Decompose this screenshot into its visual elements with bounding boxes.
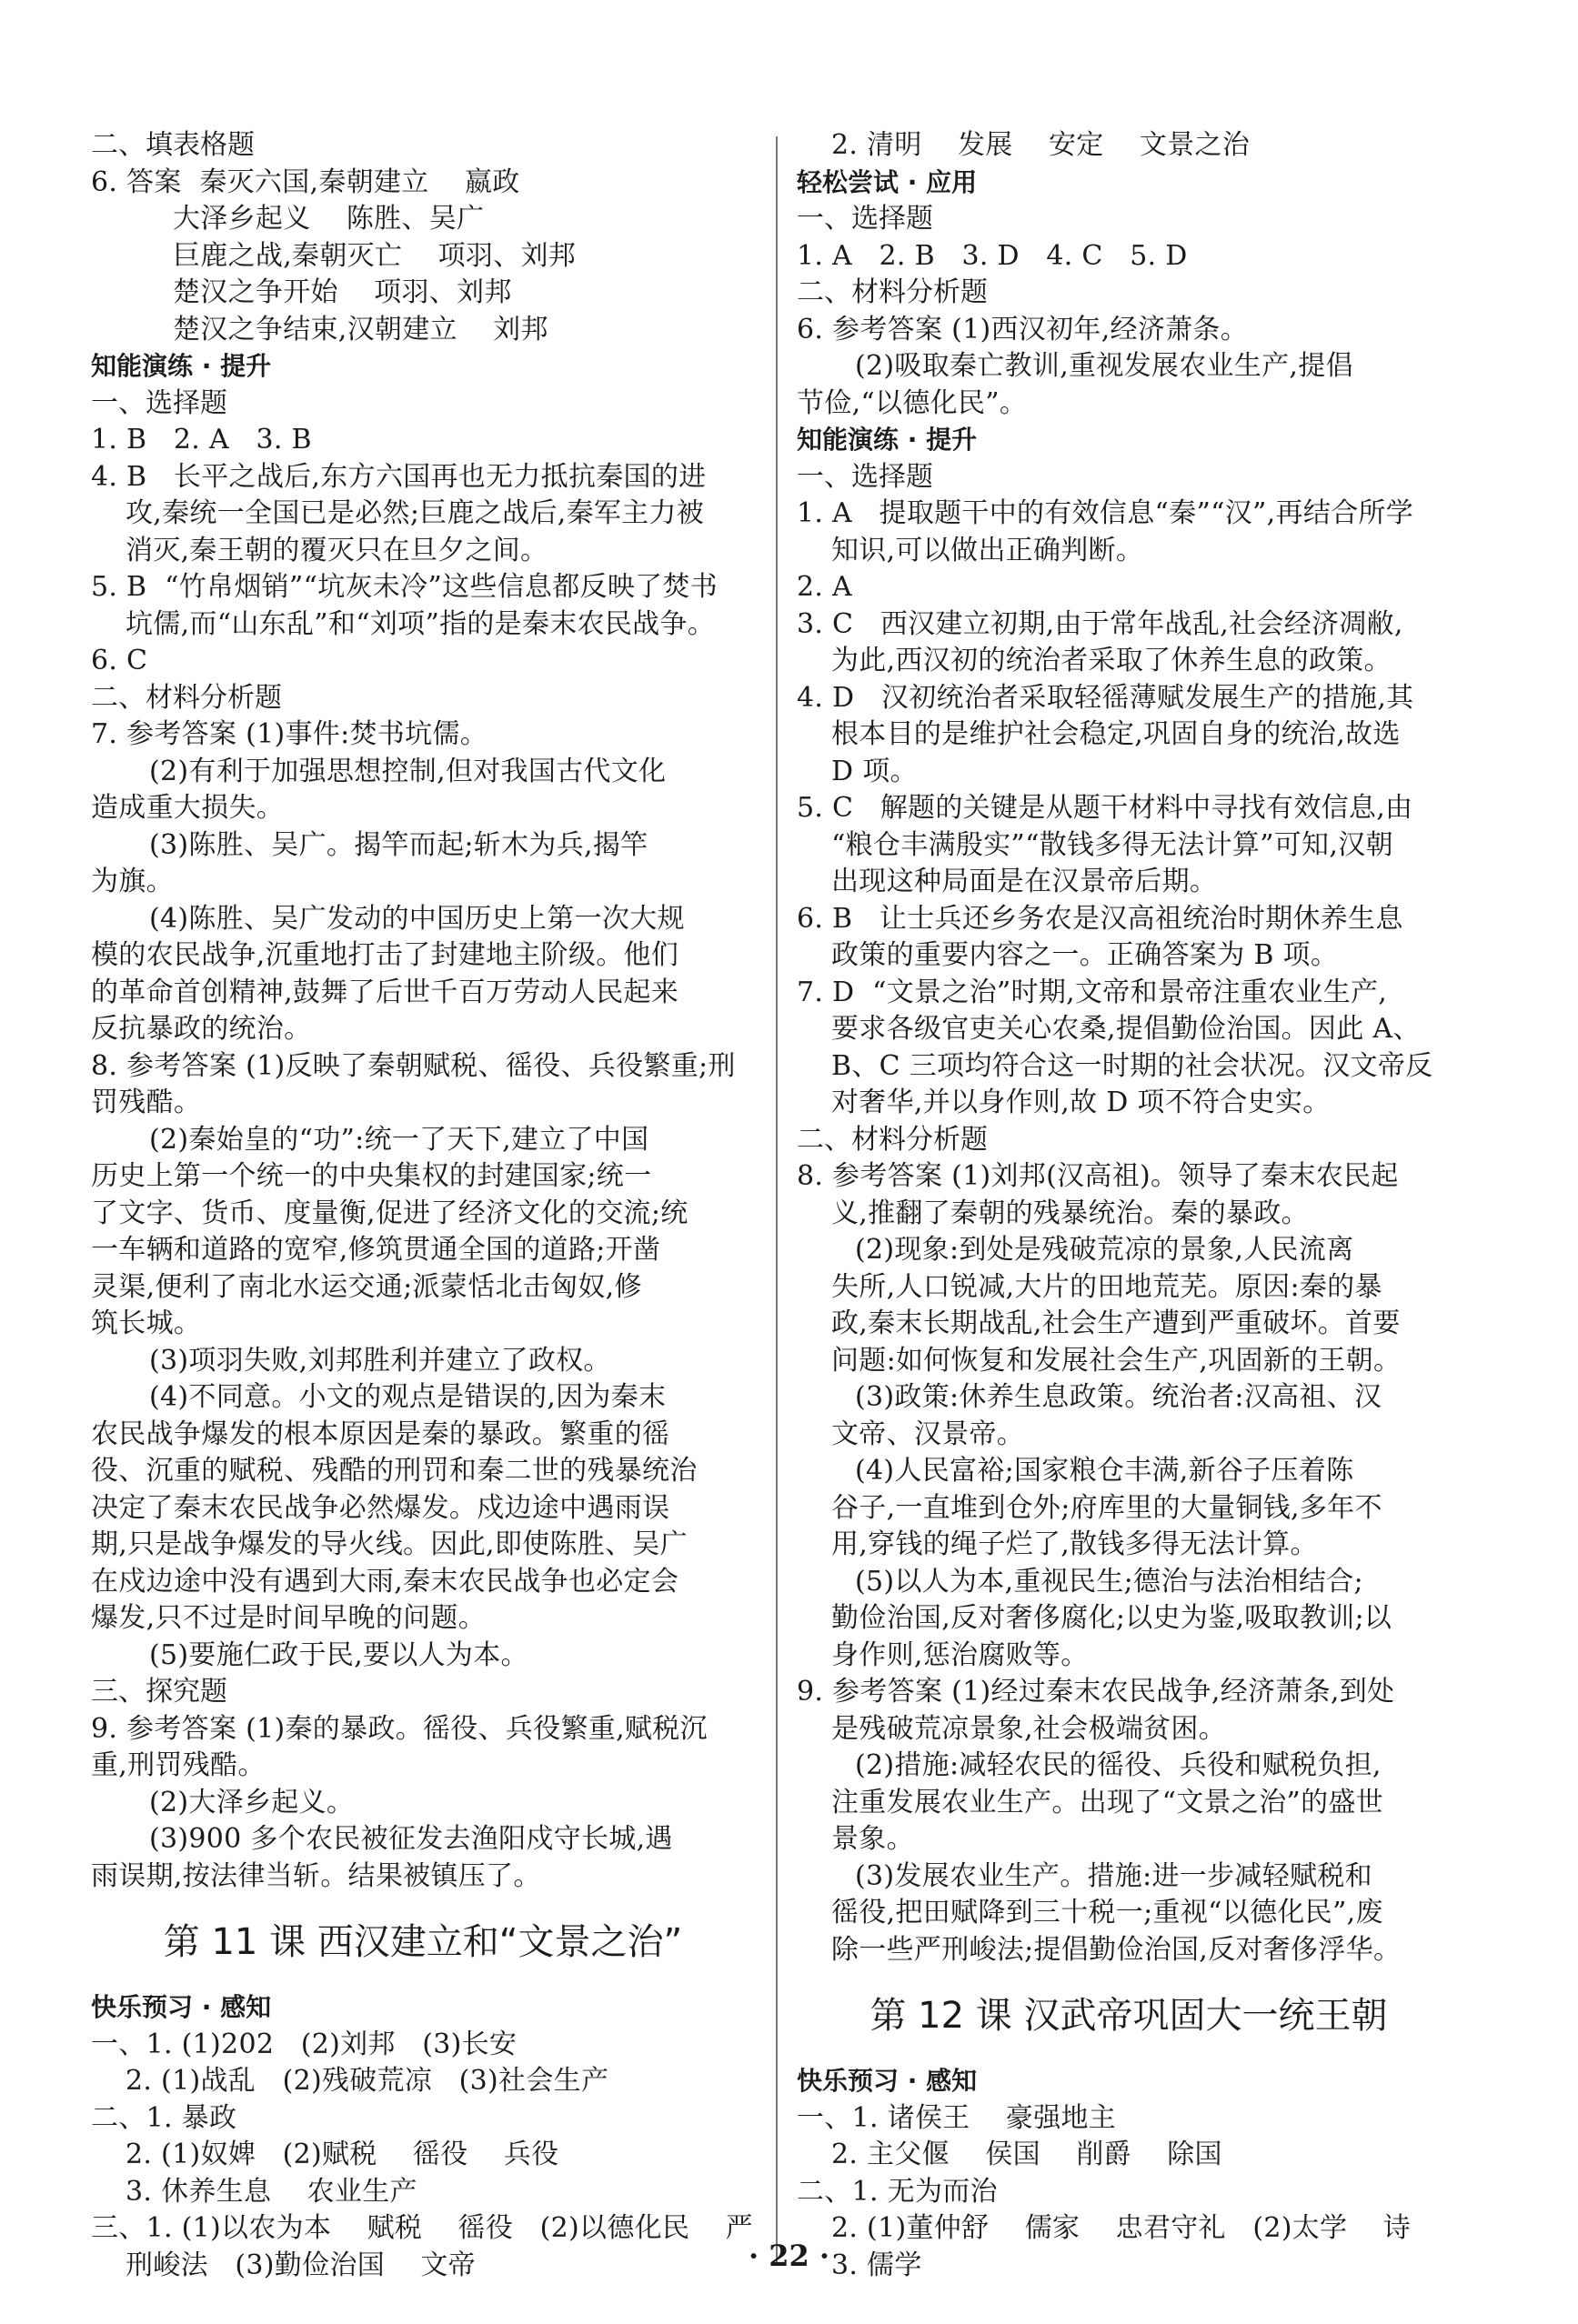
text-line: 役、沉重的赋税、残酷的刑罚和秦二世的残暴统治 xyxy=(91,1455,698,1487)
column-divider xyxy=(776,136,778,2264)
text-line: 身作则,惩治腐败等。 xyxy=(831,1638,1089,1671)
text-line: 农民战争爆发的根本原因是秦的暴政。繁重的徭 xyxy=(91,1417,670,1450)
subsection-heading: 二、填表格题 xyxy=(91,129,255,161)
text-line: 坑儒,而“山东乱”和“刘项”指的是秦末农民战争。 xyxy=(126,607,716,640)
text-line: (4)人民富裕;国家粮仓丰满,新谷子压着陈 xyxy=(855,1455,1354,1487)
text-line: 消灭,秦王朝的覆灭只在旦夕之间。 xyxy=(126,534,548,566)
text-line: 6. 参考答案 (1)西汉初年,经济萧条。 xyxy=(797,313,1249,346)
text-line: 用,穿钱的绳子烂了,散钱多得无法计算。 xyxy=(831,1528,1318,1560)
text-line: 出现这种局面是在汉景帝后期。 xyxy=(831,866,1218,897)
text-line: 筑长城。 xyxy=(91,1307,202,1339)
text-line: 为此,西汉初的统治者采取了休养生息的政策。 xyxy=(831,645,1392,676)
subsection-heading: 一、选择题 xyxy=(91,386,227,419)
text-line: (2)措施:减轻农民的徭役、兵役和赋税负担, xyxy=(855,1749,1382,1781)
text-line: (3)项羽失败,刘邦胜利并建立了政权。 xyxy=(149,1344,611,1377)
text-line: 4. D 汉初统治者采取轻徭薄赋发展生产的措施,其 xyxy=(797,681,1414,714)
text-line: 2. A xyxy=(797,571,853,603)
text-line: 9. 参考答案 (1)经过秦末农民战争,经济萧条,到处 xyxy=(797,1676,1395,1708)
text-line: 8. 参考答案 (1)刘邦(汉高祖)。领导了秦末农民起 xyxy=(797,1160,1399,1192)
section-heading: 快乐预习 · 感知 xyxy=(91,1992,272,2022)
text-line: 造成重大损失。 xyxy=(91,792,285,824)
text-line: 巨鹿之战,秦朝灭亡 项羽、刘邦 xyxy=(173,239,577,272)
text-line: 知识,可以做出正确判断。 xyxy=(831,534,1144,566)
text-line: (2)吸取秦亡教训,重视发展农业生产,提倡 xyxy=(855,350,1353,382)
text-line: (2)现象:到处是残破荒凉的景象,人民流离 xyxy=(855,1234,1354,1266)
text-line: (4)不同意。小文的观点是错误的,因为秦末 xyxy=(149,1381,667,1413)
text-line: 1. A 提取题干中的有效信息“秦”“汉”,再结合所学 xyxy=(797,497,1414,529)
text-line: 3. 休养生息 农业生产 xyxy=(126,2175,417,2208)
lesson-title: 第 11 课 西汉建立和“文景之治” xyxy=(163,1921,683,1963)
text-line: 2. 主父偃 侯国 削爵 除国 xyxy=(831,2139,1222,2170)
text-line: (2)秦始皇的“功”:统一了天下,建立了中国 xyxy=(149,1123,649,1156)
text-line: 谷子,一直堆到仓外;府库里的大量铜钱,多年不 xyxy=(831,1491,1382,1524)
text-line: 期,只是战争爆发的导火线。因此,即使陈胜、吴广 xyxy=(91,1528,688,1560)
text-line: 灵渠,便利了南北水运交通;派蒙恬北击匈奴,修 xyxy=(91,1270,642,1303)
text-line: 9. 参考答案 (1)秦的暴政。徭役、兵役繁重,赋税沉 xyxy=(91,1712,708,1745)
section-heading: 快乐预习 · 感知 xyxy=(797,2066,978,2096)
text-line: 景象。 xyxy=(831,1823,914,1855)
text-line: 5. B “竹帛烟销”“坑灰未冷”这些信息都反映了焚书 xyxy=(91,571,719,603)
text-line: 模的农民战争,沉重地打击了封建地主阶级。他们 xyxy=(91,939,679,971)
text-line: 6. B 让士兵还乡务农是汉高祖统治时期休养生息 xyxy=(797,902,1403,935)
text-line: 二、1. 无为而治 xyxy=(797,2175,998,2208)
text-line: 刑峻法 (3)勤俭治国 文帝 xyxy=(126,2249,476,2281)
text-line: 历史上第一个统一的中央集权的封建国家;统一 xyxy=(91,1160,652,1192)
text-line: 6. C xyxy=(91,645,148,676)
text-line: 3. 儒学 xyxy=(831,2249,922,2281)
text-line: 除一些严刑峻法;提倡勤俭治国,反对奢侈浮华。 xyxy=(831,1933,1402,1966)
text-line: 政,秦末长期战乱,社会生产遭到严重破坏。首要 xyxy=(831,1307,1401,1339)
text-line: 政策的重要内容之一。正确答案为 B 项。 xyxy=(831,939,1339,971)
text-line: 2. (1)奴婢 (2)赋税 徭役 兵役 xyxy=(126,2139,559,2170)
text-line: 文帝、汉景帝。 xyxy=(831,1417,1025,1450)
text-line: “粮仓丰满殷实”“散钱多得无法计算”可知,汉朝 xyxy=(831,828,1393,861)
text-line: 了文字、货币、度量衡,促进了经济文化的交流;统 xyxy=(91,1197,688,1229)
right-column xyxy=(797,127,1461,2284)
subsection-heading: 二、材料分析题 xyxy=(91,681,282,714)
text-line: 一、1. (1)202 (2)刘邦 (3)长安 xyxy=(91,2028,518,2060)
text-line: 一、1. 诸侯王 豪强地主 xyxy=(797,2101,1117,2134)
text-line: 楚汉之争开始 项羽、刘邦 xyxy=(173,276,512,308)
text-line: 根本目的是维护社会稳定,巩固自身的统治,故选 xyxy=(831,718,1401,750)
text-line: 决定了秦末农民战争必然爆发。戍边途中遇雨误 xyxy=(91,1491,670,1524)
text-line: 5. C 解题的关键是从题干材料中寻找有效信息,由 xyxy=(797,792,1413,824)
subsection-heading: 二、材料分析题 xyxy=(797,276,988,308)
text-line: 注重发展农业生产。出现了“文景之治”的盛世 xyxy=(831,1786,1383,1818)
text-line: (4)陈胜、吴广发动的中国历史上第一次大规 xyxy=(149,902,685,935)
text-line: (3)政策:休养生息政策。统治者:汉高祖、汉 xyxy=(855,1381,1382,1413)
text-line: 7. D “文景之治”时期,文帝和景帝注重农业生产, xyxy=(797,976,1388,1008)
text-line: 问题:如何恢复和发展社会生产,巩固新的王朝。 xyxy=(831,1344,1402,1377)
text-line: 对奢华,并以身作则,故 D 项不符合史实。 xyxy=(831,1087,1331,1118)
section-heading: 轻松尝试 · 应用 xyxy=(797,166,978,197)
text-line: (3)陈胜、吴广。揭竿而起;斩木为兵,揭竿 xyxy=(149,828,648,861)
text-line: 失所,人口锐减,大片的田地荒芜。原因:秦的暴 xyxy=(831,1270,1382,1303)
text-line: (5)以人为本,重视民生;德治与法治相结合; xyxy=(855,1565,1363,1598)
text-line: B、C 三项均符合这一时期的社会状况。汉文帝反 xyxy=(831,1049,1433,1082)
subsection-heading: 一、选择题 xyxy=(797,460,933,493)
text-line: 三、1. (1)以农为本 赋税 徭役 (2)以德化民 严 xyxy=(91,2212,753,2244)
text-line: 反抗暴政的统治。 xyxy=(91,1013,312,1045)
text-line: 7. 参考答案 (1)事件:焚书坑儒。 xyxy=(91,718,487,750)
text-line: 节俭,“以德化民”。 xyxy=(797,386,1028,419)
text-line: (2)大泽乡起义。 xyxy=(149,1786,355,1818)
text-line: 2. (1)董仲舒 儒家 忠君守礼 (2)太学 诗 xyxy=(831,2212,1411,2244)
text-line: 大泽乡起义 陈胜、吴广 xyxy=(173,203,485,235)
subsection-heading: 三、探究题 xyxy=(91,1676,227,1708)
text-line: 是残破荒凉景象,社会极端贫困。 xyxy=(831,1712,1227,1745)
page-number: · 22 · xyxy=(748,2239,830,2273)
text-line: 的革命首创精神,鼓舞了后世千百万劳动人民起来 xyxy=(91,976,679,1008)
text-line: 重,刑罚残酷。 xyxy=(91,1749,266,1781)
text-line: 2. 清明 发展 安定 文景之治 xyxy=(831,129,1251,161)
text-line: 二、1. 暴政 xyxy=(91,2101,237,2134)
text-line: 勤俭治国,反对奢侈腐化;以史为鉴,吸取教训;以 xyxy=(831,1602,1392,1634)
subsection-heading: 一、选择题 xyxy=(797,203,933,235)
text-line: 在戍边途中没有遇到大雨,秦末农民战争也必定会 xyxy=(91,1565,679,1598)
text-line: 雨误期,按法律当斩。结果被镇压了。 xyxy=(91,1859,541,1892)
text-line: (2)有利于加强思想控制,但对我国古代文化 xyxy=(149,755,667,787)
text-line: 4. B 长平之战后,东方六国再也无力抵抗秦国的进 xyxy=(91,460,707,493)
text-line: 罚残酷。 xyxy=(91,1087,202,1118)
text-line: 3. C 西汉建立初期,由于常年战乱,社会经济凋敝, xyxy=(797,607,1403,640)
section-heading: 知能演练 · 提升 xyxy=(91,351,272,381)
text-line: 徭役,把田赋降到三十税一;重视“以德化民”,废 xyxy=(831,1897,1383,1928)
text-line: 8. 参考答案 (1)反映了秦朝赋税、徭役、兵役繁重;刑 xyxy=(91,1049,736,1082)
text-line: D 项。 xyxy=(831,755,918,787)
subsection-heading: 二、材料分析题 xyxy=(797,1123,988,1156)
text-line: 1. B 2. A 3. B xyxy=(91,424,312,456)
text-line: 一车辆和道路的宽窄,修筑贯通全国的道路;开凿 xyxy=(91,1234,661,1266)
text-line: (5)要施仁政于民,要以人为本。 xyxy=(149,1638,528,1671)
text-line: 攻,秦统一全国已是必然;巨鹿之战后,秦军主力被 xyxy=(126,497,705,529)
text-line: 1. A 2. B 3. D 4. C 5. D xyxy=(797,239,1188,272)
left-column xyxy=(91,127,755,2284)
text-line: 为旗。 xyxy=(91,866,174,897)
text-line: (3)发展农业生产。措施:进一步减轻赋税和 xyxy=(855,1859,1372,1892)
text-line: 爆发,只不过是时间早晚的问题。 xyxy=(91,1602,487,1634)
text-line: (3)900 多个农民被征发去渔阳戍守长城,遇 xyxy=(149,1823,673,1855)
text-line: 6. 答案 秦灭六国,秦朝建立 嬴政 xyxy=(91,165,520,198)
text-line: 义,推翻了秦朝的残暴统治。秦的暴政。 xyxy=(831,1197,1309,1229)
text-line: 楚汉之争结束,汉朝建立 刘邦 xyxy=(173,313,548,346)
section-heading: 知能演练 · 提升 xyxy=(797,425,978,455)
text-line: 2. (1)战乱 (2)残破荒凉 (3)社会生产 xyxy=(126,2065,609,2097)
lesson-title: 第 12 课 汉武帝巩固大一统王朝 xyxy=(869,1995,1388,2037)
text-line: 要求各级官吏关心农桑,提倡勤俭治国。因此 A、 xyxy=(831,1013,1421,1045)
